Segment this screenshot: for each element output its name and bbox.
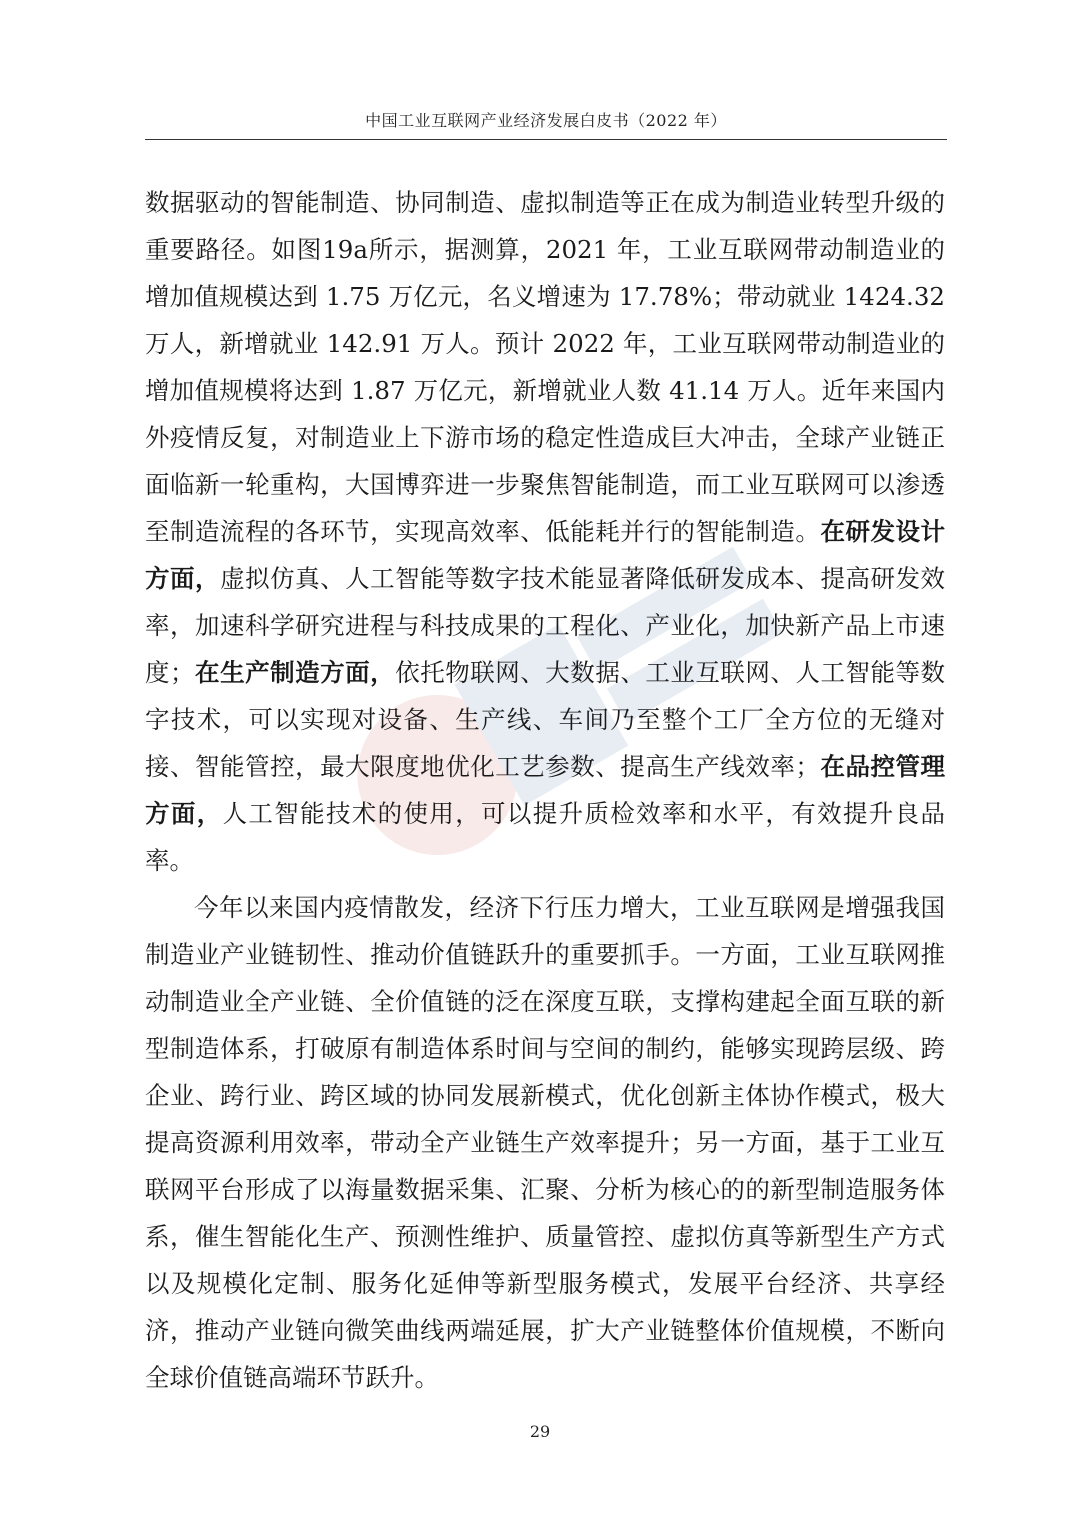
bold-heading-quality-control: 在品控管理方面， [145, 752, 946, 828]
paragraph-1 [145, 179, 945, 884]
body-text [145, 179, 945, 1401]
page-number: 29 [529, 1422, 551, 1441]
paragraph-1-segment-4: 人工智能技术的使用，可以提升质检效率和水平，有效提升良品率。 [145, 799, 946, 875]
bold-heading-production: 在生产制造方面， [194, 658, 396, 687]
bold-heading-rd-design: 在研发设计方面， [145, 517, 946, 593]
paragraph-1-segment-2: 虚拟仿真、人工智能等数字技术能显著降低研发成本、提高研发效率，加速科学研究进程与科技成果的工程化、产业化，加快新产品上市速度； [145, 564, 946, 687]
paragraph-1-segment-1: 数据驱动的智能制造、协同制造、虚拟制造等正在成为制造业转型升级的重要路径。如图19a所示，据测算，2021 年，工业互联网带动制造业的增加值规模达到 1.75 万亿元，名义增速为 17.78%；带动就业 1424.32 万人，新增就业 142.91 万人。预计 2022 年，工业互联网带动制造业的增加值规模将达到 1.87 万亿元，新增就业人数 41.14 万人。近年来国内外疫情反复，对制造业上下游市场的稳定性造成巨大冲击，全球产业链正面临新一轮重构，大国博弈进一步聚焦智能制造，而工业互联网可以渗透至制造流程的各环节，实现高效率、低能耗并行的智能制造。 [145, 188, 945, 546]
paragraph-1-segment-3: 依托物联网、大数据、工业互联网、人工智能等数字技术，可以实现对设备、生产线、车间乃至整个工厂全方位的无缝对接、智能管控，最大限度地优化工艺参数、提高生产线效率； [145, 658, 946, 781]
page-header-title: 中国工业互联网产业经济发展白皮书（2022 年） [365, 111, 727, 130]
paragraph-2: 今年以来国内疫情散发，经济下行压力增大，工业互联网是增强我国制造业产业链韧性、推动价值链跃升的重要抓手。一方面，工业互联网推动制造业全产业链、全价值链的泛在深度互联，支撑构建起全面互联的新型制造体系，打破原有制造体系时间与空间的制约，能够实现跨层级、跨企业、跨行业、跨区域的协同发展新模式，优化创新主体协作模式，极大提高资源利用效率，带动全产业链生产效率提升；另一方面，基于工业互联网平台形成了以海量数据采集、汇聚、分析为核心的的新型制造服务体系，催生智能化生产、预测性维护、质量管控、虚拟仿真等新型生产方式以及规模化定制、服务化延伸等新型服务模式，发展平台经济、共享经济，推动产业链向微笑曲线两端延展，扩大产业链整体价值规模，不断向全球价值链高端环节跃升。 [145, 893, 945, 1392]
header-divider [145, 139, 947, 140]
